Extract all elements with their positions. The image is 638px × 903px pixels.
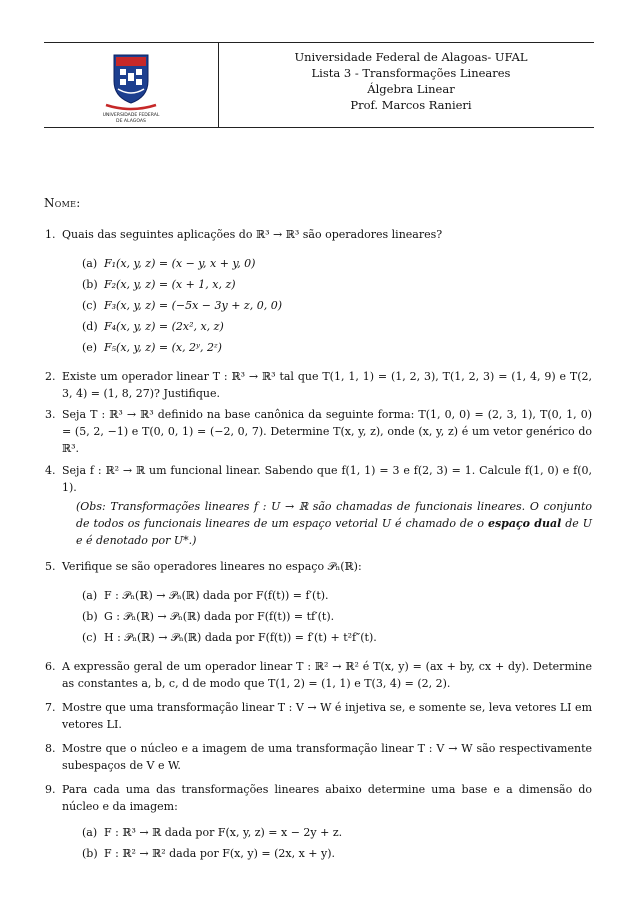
name-label: Nome: [44, 196, 81, 210]
question-9-item-b [82, 845, 335, 862]
question-5-item-c [82, 629, 377, 646]
question-text: Verifique se são operadores lineares no espaço 𝒫ₙ(ℝ): [62, 560, 362, 573]
logo-text-1: UNIVERSIDADE FEDERAL [102, 113, 160, 118]
question-5-item-b [82, 608, 334, 625]
question-text: Existe um operador linear T : ℝ³ → ℝ³ tal que T(1, 1, 1) = (1, 2, 3), T(1, 2, 3) = (1, 4, 9) e T(2, 3, 4) = (1, 8, 27)? Justifique. [62, 370, 592, 400]
item-label: (b) [82, 610, 98, 623]
note-text: (Obs: Transformações lineares f : U → ℝ são chamadas de funcionais lineares. O conjunto de todos os funcionais lineares de um espaço vetorial U é chamado de o [76, 500, 592, 530]
question-9 [45, 781, 592, 815]
question-8 [45, 740, 592, 774]
item-label: (a) [82, 257, 98, 270]
question-9-item-a [82, 824, 342, 841]
course-name: Álgebra Linear [367, 82, 455, 96]
note-bold-term: espaço dual [487, 517, 562, 530]
item-text: F₂(x, y, z) = (x + 1, x, z) [104, 278, 236, 291]
question-3 [45, 406, 592, 457]
question-text: A expressão geral de um operador linear T : ℝ² → ℝ² é T(x, y) = (ax + by, cx + dy). Determine as constantes a, b, c, d de modo que T(1, 2) = (1, 1) e T(3, 4) = (2, 2). [62, 660, 592, 690]
question-number: 5. [45, 560, 56, 573]
item-label: (c) [82, 631, 97, 644]
university-name: Universidade Federal de Alagoas- UFAL [294, 50, 528, 64]
item-text: F : 𝒫ₙ(ℝ) → 𝒫ₙ(ℝ) dada por F(f(t)) = f′(t). [104, 589, 329, 602]
question-text: Mostre que uma transformação linear T : V → W é injetiva se, e somente se, leva vetores LI em vetores LI. [62, 701, 592, 731]
question-1-item-d [82, 318, 224, 335]
question-1 [45, 226, 592, 243]
professor-name: Prof. Marcos Ranieri [350, 98, 472, 112]
item-label: (c) [82, 299, 97, 312]
item-label: (d) [82, 320, 98, 333]
question-number: 7. [45, 701, 56, 714]
header-text [224, 49, 598, 113]
ufal-logo [94, 51, 168, 125]
question-6 [45, 658, 592, 692]
question-text: Seja T : ℝ³ → ℝ³ definido na base canônica da seguinte forma: T(1, 0, 0) = (2, 3, 1), T(0, 1, 0) = (5, 2, −1) e T(0, 0, 1) = (−2, 0, 7). Determine T(x, y, z), onde (x, y, z) é um vetor genérico do ℝ³. [62, 408, 592, 455]
item-text: F₄(x, y, z) = (2x², x, z) [104, 320, 224, 333]
question-1-item-c [82, 297, 282, 314]
question-number: 1. [45, 228, 56, 241]
item-text: G : 𝒫ₙ(ℝ) → 𝒫ₙ(ℝ) dada por F(f(t)) = tf′(t). [104, 610, 335, 623]
item-text: F₃(x, y, z) = (−5x − 3y + z, 0, 0) [104, 299, 282, 312]
question-number: 6. [45, 660, 56, 673]
logo-text-2: DE ALAGOAS [116, 119, 146, 124]
item-label: (a) [82, 826, 98, 839]
question-1-item-e [82, 339, 222, 356]
question-7 [45, 699, 592, 733]
question-number: 9. [45, 783, 56, 796]
header-box [44, 42, 594, 128]
question-number: 3. [45, 408, 56, 421]
question-number: 2. [45, 370, 56, 383]
question-5-item-a [82, 587, 329, 604]
question-text: Quais das seguintes aplicações do ℝ³ → ℝ³ são operadores lineares? [62, 228, 443, 241]
item-label: (b) [82, 278, 98, 291]
question-2 [45, 368, 592, 402]
question-number: 8. [45, 742, 56, 755]
item-text: F : ℝ³ → ℝ dada por F(x, y, z) = x − 2y + z. [104, 826, 343, 839]
item-label: (e) [82, 341, 98, 354]
question-text: Seja f : ℝ² → ℝ um funcional linear. Sabendo que f(1, 1) = 3 e f(2, 3) = 1. Calcule f(1, 0) e f(0, 1). [62, 464, 592, 494]
header-divider [218, 43, 219, 127]
question-4 [45, 462, 592, 496]
question-text: Para cada uma das transformações lineares abaixo determine uma base e a dimensão do núcleo e da imagem: [62, 783, 592, 813]
item-text: H : 𝒫ₙ(ℝ) → 𝒫ₙ(ℝ) dada por F(f(t)) = f′(t) + t²f″(t). [104, 631, 377, 644]
note-text-end: de U e é denotado por U*.) [76, 517, 592, 547]
question-text: Mostre que o núcleo e a imagem de uma transformação linear T : V → W são respectivamente subespaços de V e W. [62, 742, 592, 772]
question-1-item-a [82, 255, 255, 272]
list-title: Lista 3 - Transformações Lineares [311, 66, 511, 80]
item-text: F : ℝ² → ℝ² dada por F(x, y) = (2x, x + y). [104, 847, 335, 860]
question-1-item-b [82, 276, 236, 293]
item-label: (b) [82, 847, 98, 860]
question-4-note [76, 498, 592, 549]
question-number: 4. [45, 464, 56, 477]
item-text: F₅(x, y, z) = (x, 2ʸ, 2ᶻ) [104, 341, 222, 354]
item-text: F₁(x, y, z) = (x − y, x + y, 0) [104, 257, 256, 270]
question-5 [45, 558, 592, 575]
item-label: (a) [82, 589, 98, 602]
